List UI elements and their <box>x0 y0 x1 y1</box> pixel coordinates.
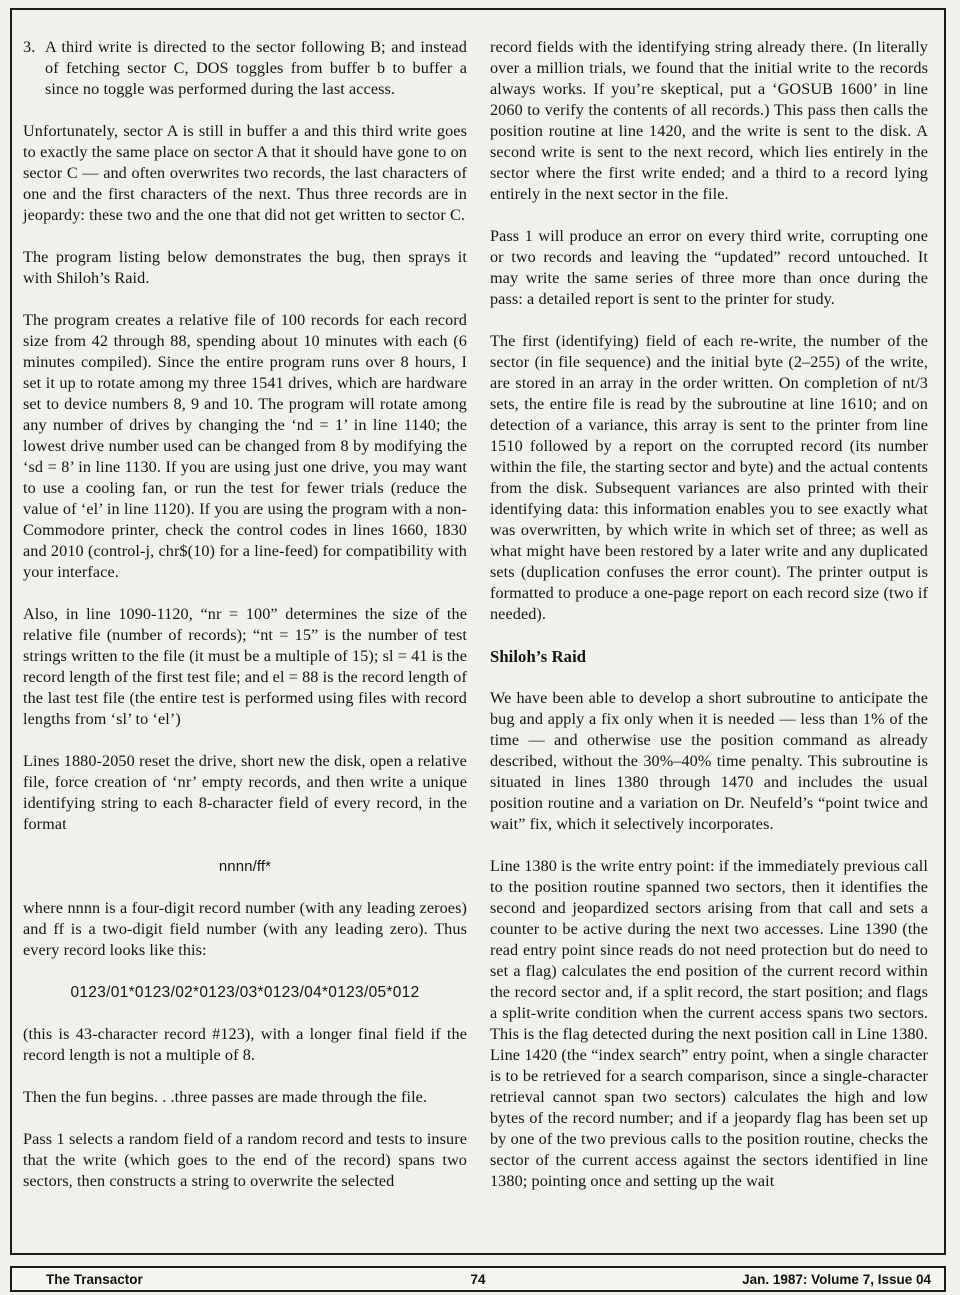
magazine-name: The Transactor <box>46 1272 143 1287</box>
issue-label: Jan. 1987: Volume 7, Issue 04 <box>742 1272 931 1287</box>
paragraph-also-line-1090: Also, in line 1090-1120, “nr = 100” determines the size of the relative file (number of records); “nt = 15” is the number of test strings written to the file (it must be a multiple of 15); sl = 41 is the record length of the first test file; and el = 88 is the record length of the last test file (the entire test is performed using files with record lengths from ‘sl’ to ‘el’) <box>23 605 467 728</box>
paragraph-program-listing: The program listing below demonstrates the bug, then sprays it with Shiloh’s Raid. <box>23 248 467 287</box>
paragraph-pass1-error: Pass 1 will produce an error on every third write, corrupting one or two records and leaving the “updated” record untouched. It may write the same series of three more than once during the pass: a detailed report is sent to the printer for study. <box>489 227 928 308</box>
paragraph-program-creates: The program creates a relative file of 100 records for each record size from 42 through 88, spending about 10 minutes with each (6 minutes compiled). Since the entire program runs over 8 hours, I set it up to rotate among my three 1541 drives, which are hardware set to device numbers 8, 9 and 10. The program will rotate among any number of drives by changing the ‘nd = 1’ in line 1140; the lowest drive number used can be changed from 8 by modifying the ‘sd = 8’ in line 1130. If you are using just one drive, you may want to use a cooling fan, or run the test for fewer trials (reduce the value of ‘el’ in line 1120). If you are using the program with a non-Commodore printer, check the control codes in lines 1660, 1830 and 2010 (control-j, chr$(10) for a line-feed) for compatibility with your interface. <box>23 311 467 581</box>
numbered-list-item-3 <box>23 37 467 100</box>
paragraph-first-identifying-field: The first (identifying) field of each re-write, the number of the sector (in file sequence) and the initial byte (2–255) of the write, are stored in an array in the order written. On completion of nt/3 sets, the entire file is read by the subroutine at line 1610; and on detection of a variance, this array is sent to the printer from line 1510 followed by a report on the corrupted record (its number within the file, the starting sector and byte) and the actual contents from the disk. Subsequent variances are also printed with their identifying data: this information enables you to see exactly what was overwritten, by which write in which set of three; as well as what might have been restored by a later write and any duplicated sets (duplication confuses the error count). The printer output is formatted to produce a one-page report on each record size (two if needed). <box>489 332 928 623</box>
paragraph-where-nnnn: where nnnn is a four-digit record number (with any leading zeroes) and ff is a two-digit field number (with any leading zero). Thus every record looks like this: <box>23 899 467 959</box>
section-heading-shilohs-raid: Shiloh’s Raid <box>489 647 587 666</box>
left-column <box>23 37 467 1192</box>
paragraph-record-fields: record fields with the identifying string already there. (In literally over a million trials, we found that the initial write to the records always works. If you’re skeptical, put a ‘GOSUB 1600’ in line 2060 to verify the contents of all records.) This pass then calls the position routine at line 1420, and the write is sent to the disk. A second write is sent to the next record, which lies entirely in the sector where the first write ended; and a third to a record lying entirely in the next sector in the file. <box>489 38 928 203</box>
paragraph-we-have-been-able: We have been able to develop a short subroutine to anticipate the bug and apply a fix only when it is needed — less than 1% of the time — and otherwise use the position command as already described, without the 30%–40% time penalty. This subroutine is situated in lines 1380 through 1470 and includes the usual position routine and a variation on Dr. Neufeld’s “point twice and wait” fix, which it selectively incorporates. <box>489 689 928 833</box>
paragraph-then-the-fun: Then the fun begins. . .three passes are made through the file. <box>23 1088 428 1106</box>
page-number: 74 <box>470 1272 486 1287</box>
paragraph-this-is-43: (this is 43-character record #123), with a longer final field if the record length is not a multiple of 8. <box>23 1025 467 1064</box>
paragraph-unfortunately: Unfortunately, sector A is still in buffer a and this third write goes to exactly the same place on sector A that it should have gone to on sector C — and often overwrites two records, the last characters of one and the first characters of the next. Thus three records are in jeopardy: these two and the one that did not get written to sector C. <box>23 122 467 224</box>
article-page-frame <box>10 8 946 1255</box>
list-item-number: 3. <box>23 38 36 56</box>
footer-bar <box>10 1266 946 1292</box>
right-column <box>490 37 928 1192</box>
list-item-text: A third write is directed to the sector following B; and instead of fetching sector C, DOS toggles from buffer b to buffer a since no toggle was performed during the last access. <box>45 38 467 98</box>
record-example-line: 0123/01*0123/02*0123/03*0123/04*0123/05*012 <box>70 984 420 1001</box>
format-example-line: nnnn/ff* <box>218 858 272 875</box>
paragraph-line-1380: Line 1380 is the write entry point: if the immediately previous call to the position routine spanned two sectors, then it identifies the second and jeopardized sectors arising from that call and sets a counter to be active during the next two accesses. Line 1390 (the read entry point since reads do not need protection but do need to set a flag) calculates the end position of the current record within the record sector and, if a split record, the start position; and flags a split-write condition when the current access spans two sectors. This is the flag detected during the next position call in Line 1380. Line 1420 (the “index search” entry point, when a single character is to be retrieved for a search comparison, since a single-character retrieval cannot span two sectors) calculates the high and low bytes of the record number; and if a jeopardy flag has been set up by one of the two previous calls to the position routine, checks the sector of the current access against the sectors identified in line 1380; pointing once and setting up the wait <box>489 857 929 1190</box>
paragraph-lines-1880: Lines 1880-2050 reset the drive, short new the disk, open a relative file, force creation of ‘nr’ empty records, and then write a unique identifying string to each 8-character field of every record, in the format <box>23 752 467 833</box>
paragraph-pass1-selects: Pass 1 selects a random field of a random record and tests to insure that the write (which goes to the end of the record) spans two sectors, then constructs a string to overwrite the selected <box>23 1130 467 1190</box>
two-column-layout <box>23 37 928 1192</box>
